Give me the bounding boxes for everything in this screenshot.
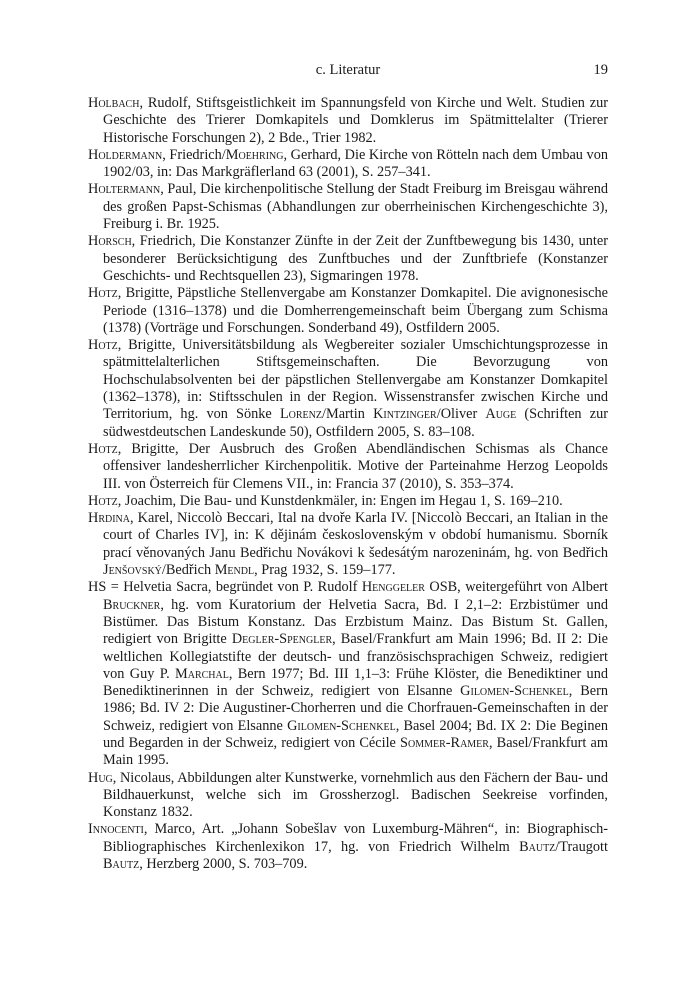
- author-surname: Hotz: [88, 492, 118, 509]
- entry-text: , Karel, Niccolò Beccari, Ital na dvoře Karla IV. [Niccolò Beccari, an Italian in the court of Charles IV], in: K dějinám československým v období humanismu. Sborník prací věnovaných Janu Bedřichu Novákovi k šedesátým narozeninám, hg. von Bedřich: [103, 510, 608, 561]
- entry-text: OSB, weitergeführt von Albert: [424, 579, 608, 596]
- author-surname: Gilomen-Schenkel: [460, 683, 569, 700]
- entry-text: , Basel 2004; Bd. IX 2: Die Beginen und Begarden in der Schweiz, redigiert von Cécile: [103, 717, 608, 751]
- entry-text: , Brigitte, Päpstliche Stellenvergabe am Konstanzer Domkapitel. Die avignonesische Periode (1316–1378) und die Domherrengemeinschaft beim Übergang zum Schisma (1378) (Vorträge und Forschungen. Sonderband 49), Ostfildern 2005.: [103, 285, 608, 336]
- entry-text: /Bedřich: [161, 562, 215, 579]
- bibliography-entry: [88, 821, 608, 873]
- entry-text: , Marco, Art. „Johann Sobešlav von Luxemburg-Mähren“, in: Biographisch-Bibliographisches Kirchenlexikon 17, hg. von Friedrich Wilhelm: [103, 821, 608, 855]
- bibliography-entry: [88, 181, 608, 233]
- entry-text: (Schriften zur südwestdeutschen Landeskunde 50), Ostfildern 2005, S. 83–108.: [103, 406, 608, 440]
- bibliography-entry: [88, 95, 608, 147]
- author-surname: Holtermann: [88, 181, 161, 198]
- entry-text: , Basel/Frankfurt am Main 1996; Bd. II 2: Die weltlichen Kollegiatstifte der deutsch- und französischsprachigen Schweiz, redigiert von Guy P.: [103, 631, 608, 682]
- bibliography-entry: [88, 285, 608, 337]
- author-surname: Marchal: [175, 665, 229, 682]
- entry-text: , Paul, Die kirchenpolitische Stellung der Stadt Freiburg im Breisgau während des großen Papst-Schismas (Abhandlungen zur oberrheinischen Kirchengeschichte 3), Freiburg i. Br. 1925.: [103, 181, 608, 233]
- entry-text: , Gerhard, Die Kirche von Rötteln nach dem Umbau von 1902/03, in: Das Markgräflerland 63 (2001), S. 257–341.: [103, 146, 608, 181]
- author-surname: Bautz: [519, 838, 556, 855]
- entry-text: /Traugott: [555, 838, 608, 855]
- entry-text: , Herzberg 2000, S. 703–709.: [139, 856, 308, 873]
- entry-text: , Brigitte, Der Ausbruch des Großen Abendländischen Schismas als Chance offensiver landesherrlicher Kirchenpolitik. Motive der Parteinahme Herzog Leopolds III. von Österreich für Clemens VII., in: Francia 37 (2010), S. 353–374.: [103, 440, 608, 492]
- entry-text: /Martin: [322, 406, 374, 423]
- author-surname: Holdermann: [88, 146, 163, 163]
- author-surname: Bautz: [103, 856, 140, 873]
- bibliography-entry: [88, 337, 608, 441]
- author-surname: Jenšovský: [103, 562, 162, 579]
- bibliography-entry: [88, 579, 608, 769]
- entry-text: , Brigitte, Universitätsbildung als Wegbereiter sozialer Umschichtungsprozesse in spätmittelalterlichen Stiftsgemeinschaften. Die Bevorzugung von Hochschulabsolventen bei der päpstlichen Stellenvergabe am Konstanzer Domkapitel (1362–1378), in: Stiftsschulen in der Region. Wissenstransfer zwischen Kirche und Territorium, hg. von Sönke: [103, 337, 608, 423]
- entry-text: , Bern 1986; Bd. IV 2: Die Augustiner-Chorherren und die Chorfrauen-Gemeinschaften in der Schweiz, redigiert von Elsanne: [103, 683, 608, 734]
- bibliography-entry: [88, 147, 608, 182]
- author-surname: Bruckner: [103, 596, 161, 613]
- author-surname: Hotz: [88, 337, 118, 354]
- author-surname: Hug: [88, 769, 113, 786]
- entry-text: /Oliver: [436, 406, 486, 423]
- bibliography-list: [88, 95, 608, 873]
- author-surname: Auge: [485, 406, 517, 423]
- section-title: c. Literatur: [315, 62, 381, 78]
- author-surname: Innocenti: [88, 821, 144, 838]
- author-surname: Holbach: [88, 95, 140, 111]
- entry-text: , Friedrich/: [162, 146, 226, 163]
- entry-text: , Nicolaus, Abbildungen alter Kunstwerke, vornehmlich aus den Fächern der Bau- und Bildhauerkunst, welche sich im Grossherzogl. Badischen Seekreise vorfinden, Konstanz 1832.: [103, 769, 608, 821]
- author-surname: Gilomen-Schenkel: [287, 717, 396, 734]
- author-surname: Moehring: [225, 146, 284, 163]
- author-surname: Henggeler: [361, 579, 425, 596]
- entry-text: HS = Helvetia Sacra, begründet von P. Rudolf: [88, 579, 362, 596]
- entry-text: , Prag 1932, S. 159–177.: [254, 562, 396, 579]
- author-surname: Lorenz: [279, 406, 323, 423]
- bibliography-entry: [88, 441, 608, 493]
- bibliography-entry: [88, 770, 608, 822]
- entry-text: , Friedrich, Die Konstanzer Zünfte in der Zeit der Zunftbewegung bis 1430, unter besonderer Berücksichtigung des Zunftbuches und der Zunftbriefe (Konstanzer Geschichts- und Rechtsquellen 23), Sigmaringen 1978.: [103, 233, 608, 284]
- running-head: [88, 61, 608, 79]
- bibliography-entry: [88, 233, 608, 285]
- page-number: 19: [593, 62, 608, 78]
- entry-text: , Joachim, Die Bau- und Kunstdenkmäler, in: Engen im Hegau 1, S. 169–210.: [117, 492, 563, 509]
- author-surname: Sommer-Ramer: [400, 734, 489, 751]
- author-surname: Kintzinger: [373, 406, 437, 423]
- author-surname: Degler-Spengler: [231, 631, 333, 648]
- entry-text: , Bern 1977; Bd. III 1,1–3: Frühe Klöster, die Benediktiner und Benediktinerinnen in der Schweiz, redigiert von Elsanne: [103, 665, 608, 700]
- author-surname: Hotz: [88, 285, 118, 302]
- author-surname: Horsch: [88, 233, 132, 250]
- entry-text: , Rudolf, Stiftsgeistlichkeit im Spannungsfeld von Kirche und Welt. Studien zur Geschichte des Trierer Domkapitels und Domklerus im Spätmittelalter (Trierer Historische Forschungen 2), 2 Bde., Trier 1982.: [103, 95, 608, 146]
- author-surname: Mendl: [214, 562, 255, 579]
- entry-text: , hg. vom Kuratorium der Helvetia Sacra, Bd. I 2,1–2: Erzbistümer und Bistümer. Das Bistum Konstanz. Das Erzbistum Mainz. Das Bistum St. Gallen, redigiert von Brigitte: [103, 596, 608, 648]
- bibliography-entry: [88, 510, 608, 579]
- author-surname: Hrdina: [88, 510, 130, 527]
- author-surname: Hotz: [88, 440, 118, 457]
- entry-text: , Basel/Frankfurt am Main 1995.: [103, 734, 608, 769]
- bibliography-entry: [88, 493, 608, 510]
